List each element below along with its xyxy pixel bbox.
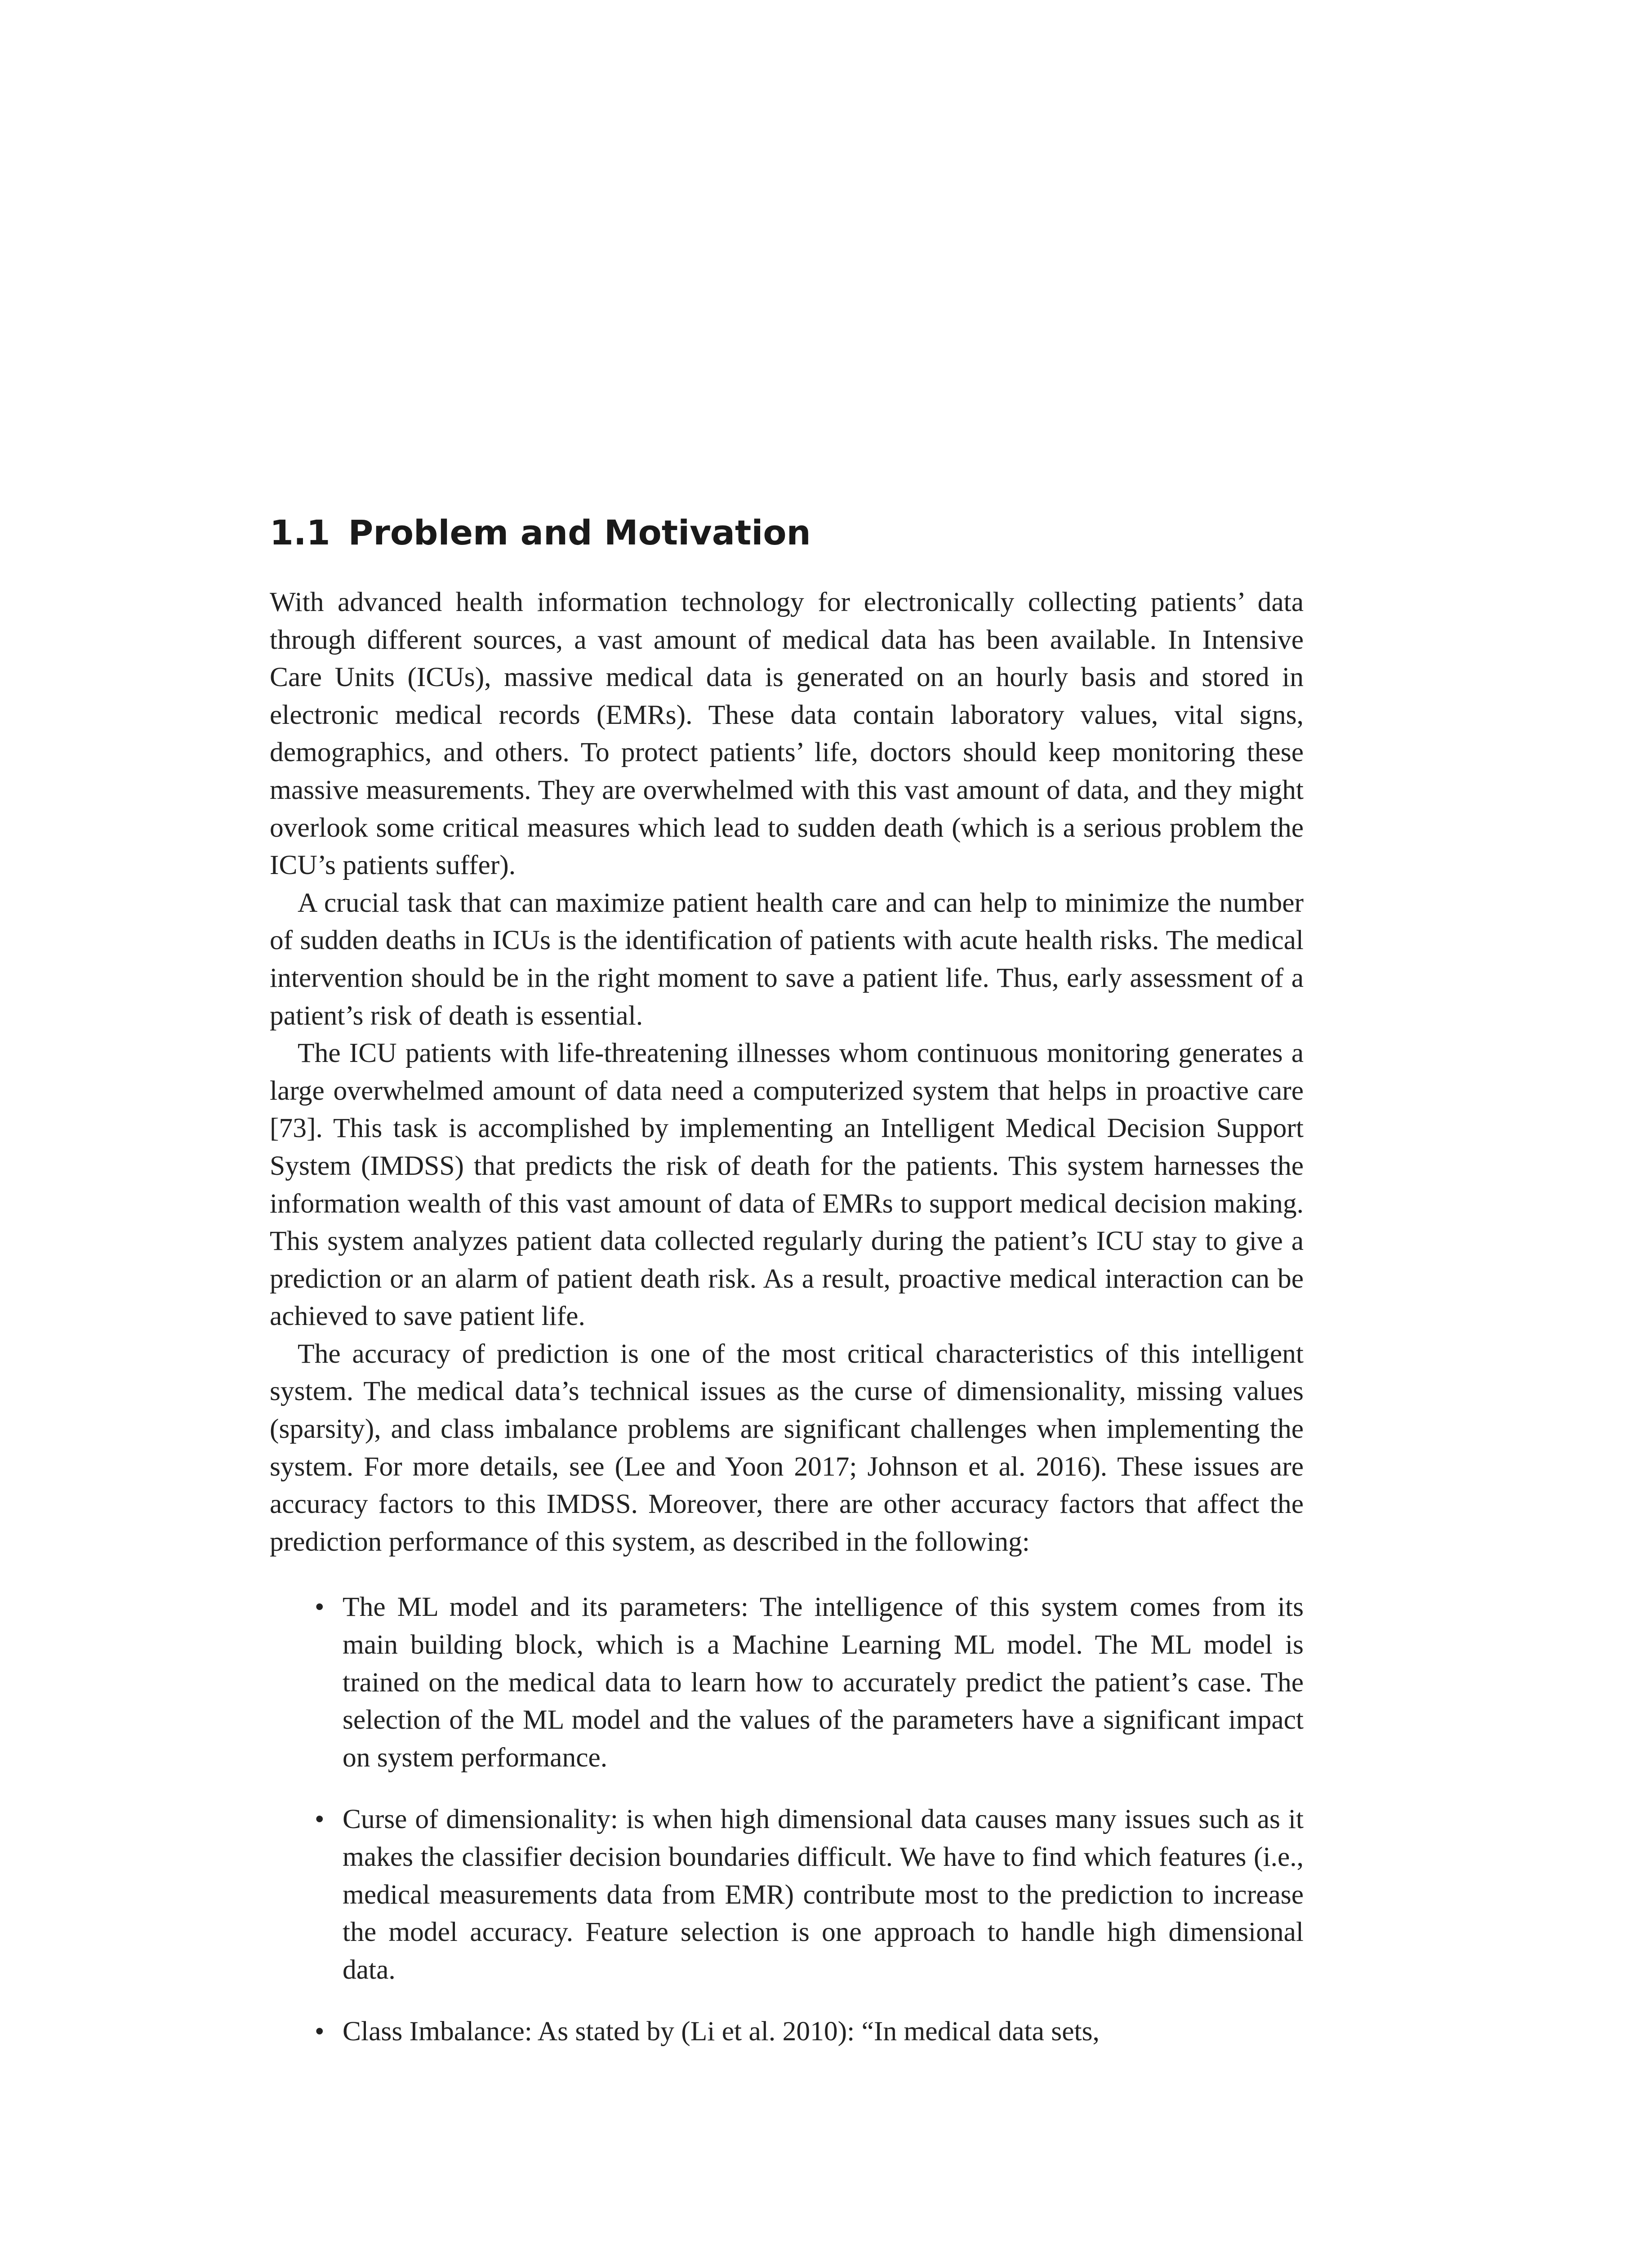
- bullet-item: [270, 1801, 1304, 1989]
- bullet-list: [270, 1588, 1304, 2051]
- bullet-item: [270, 2013, 1304, 2051]
- paragraph: The ICU patients with life-threatening illnesses whom continuous monitoring generates a large overwhelmed amount of data need a computerized system that helps in proactive care [73]. This task is accomplished by implementing an Intelligent Medical Decision Support System (IMDSS) that predicts the risk of death for the patients. This system harnesses the information wealth of this vast amount of data of EMRs to support medical decision making. This system analyzes patient data collected regularly during the patient’s ICU stay to give a prediction or an alarm of patient death risk. As a result, proactive medical interaction can be achieved to save patient life.: [270, 1038, 1304, 1332]
- bullet-text: Class Imbalance: As stated by (Li et al. 2010): “In medical data sets,: [343, 2016, 1100, 2047]
- bullet-marker: •: [315, 1804, 325, 1835]
- paragraph: With advanced health information technology for electronically collecting patients’ data through different sources, a vast amount of medical data has been available. In Intensive Care Units (ICUs), massive medical data is generated on an hourly basis and stored in electronic medical records (EMRs). These data contain laboratory values, vital signs, demographics, and others. To protect patients’ life, doctors should keep monitoring these massive measurements. They are overwhelmed with this vast amount of data, and they might overlook some critical measures which lead to sudden death (which is a serious problem the ICU’s patients suffer).: [270, 587, 1304, 881]
- bullet-item: [270, 1588, 1304, 1776]
- section-title: Problem and Motivation: [348, 513, 811, 553]
- bullet-marker: •: [315, 1592, 325, 1623]
- section-number: 1.1: [270, 513, 330, 553]
- body-text: [270, 584, 1304, 2075]
- bullet-text: Curse of dimensionality: is when high dimensional data causes many issues such as it makes the classifier decision boundaries difficult. We have to find which features (i.e., medical measurements data from EMR) contribute most to the prediction to increase the model accuracy. Feature selection is one approach to handle high dimensional data.: [343, 1804, 1304, 1985]
- bullet-text: The ML model and its parameters: The intelligence of this system comes from its main building block, which is a Machine Learning ML model. The ML model is trained on the medical data to learn how to accurately predict the patient’s case. The selection of the ML model and the values of the parameters have a significant impact on system performance.: [343, 1592, 1304, 1773]
- paragraph: The accuracy of prediction is one of the most critical characteristics of this intelligent system. The medical data’s technical issues as the curse of dimensionality, missing values (sparsity), and class imbalance problems are significant challenges when implementing the system. For more details, see (Lee and Yoon 2017; Johnson et al. 2016). These issues are accuracy factors to this IMDSS. Moreover, there are other accuracy factors that affect the prediction performance of this system, as described in the following:: [270, 1338, 1304, 1557]
- paragraph: A crucial task that can maximize patient health care and can help to minimize the number of sudden deaths in ICUs is the identification of patients with acute health risks. The medical intervention should be in the right moment to save a patient life. Thus, early assessment of a patient’s risk of death is essential.: [270, 887, 1304, 1031]
- section-heading: [270, 510, 811, 555]
- bullet-marker: •: [315, 2016, 325, 2047]
